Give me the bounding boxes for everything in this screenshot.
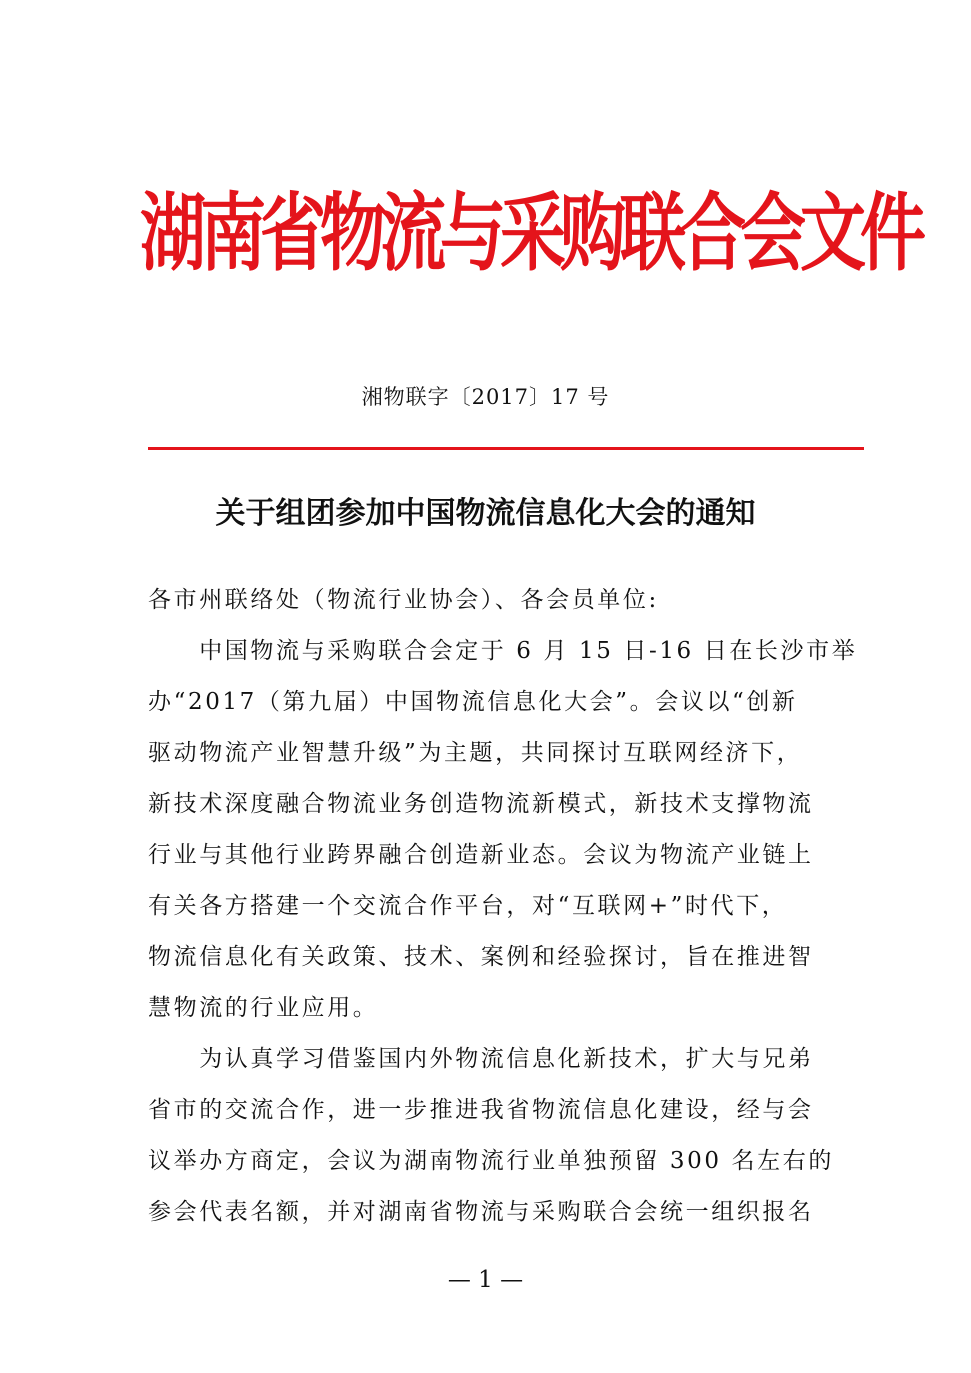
salutation: 各市州联络处（物流行业协会）、各会员单位: bbox=[148, 587, 659, 613]
body-line: 议举办方商定，会议为湖南物流行业单独预留 300 名左右的 bbox=[148, 1148, 834, 1174]
body-line: 行业与其他行业跨界融合创造新业态。会议为物流产业链上 bbox=[148, 842, 814, 868]
body-line: 新技术深度融合物流业务创造物流新模式，新技术支撑物流 bbox=[148, 791, 814, 817]
document-number: 湘物联字〔2017〕17 号 bbox=[361, 385, 610, 409]
red-letterhead-title: 湖南省物流与采购联合会文件 bbox=[140, 183, 920, 283]
body-line: 驱动物流产业智慧升级”为主题，共同探讨互联网经济下， bbox=[148, 740, 803, 766]
notice-title: 关于组团参加中国物流信息化大会的通知 bbox=[215, 496, 756, 531]
body-line: 慧物流的行业应用。 bbox=[148, 995, 379, 1021]
body-line: 有关各方搭建一个交流合作平台，对“互联网+”时代下， bbox=[148, 893, 788, 919]
red-divider-line bbox=[148, 447, 864, 450]
page-number: — 1 — bbox=[447, 1267, 524, 1293]
body-line: 为认真学习借鉴国内外物流信息化新技术，扩大与兄弟 bbox=[148, 1046, 814, 1072]
body-line: 参会代表名额，并对湖南省物流与采购联合会统一组织报名 bbox=[148, 1199, 814, 1225]
body-line: 物流信息化有关政策、技术、案例和经验探讨，旨在推进智 bbox=[148, 944, 814, 970]
body-line: 中国物流与采购联合会定于 6 月 15 日-16 日在长沙市举 bbox=[148, 638, 858, 664]
body-line: 办“2017（第九届）中国物流信息化大会”。会议以“创新 bbox=[148, 689, 798, 715]
body-line: 省市的交流合作，进一步推进我省物流信息化建设，经与会 bbox=[148, 1097, 814, 1123]
